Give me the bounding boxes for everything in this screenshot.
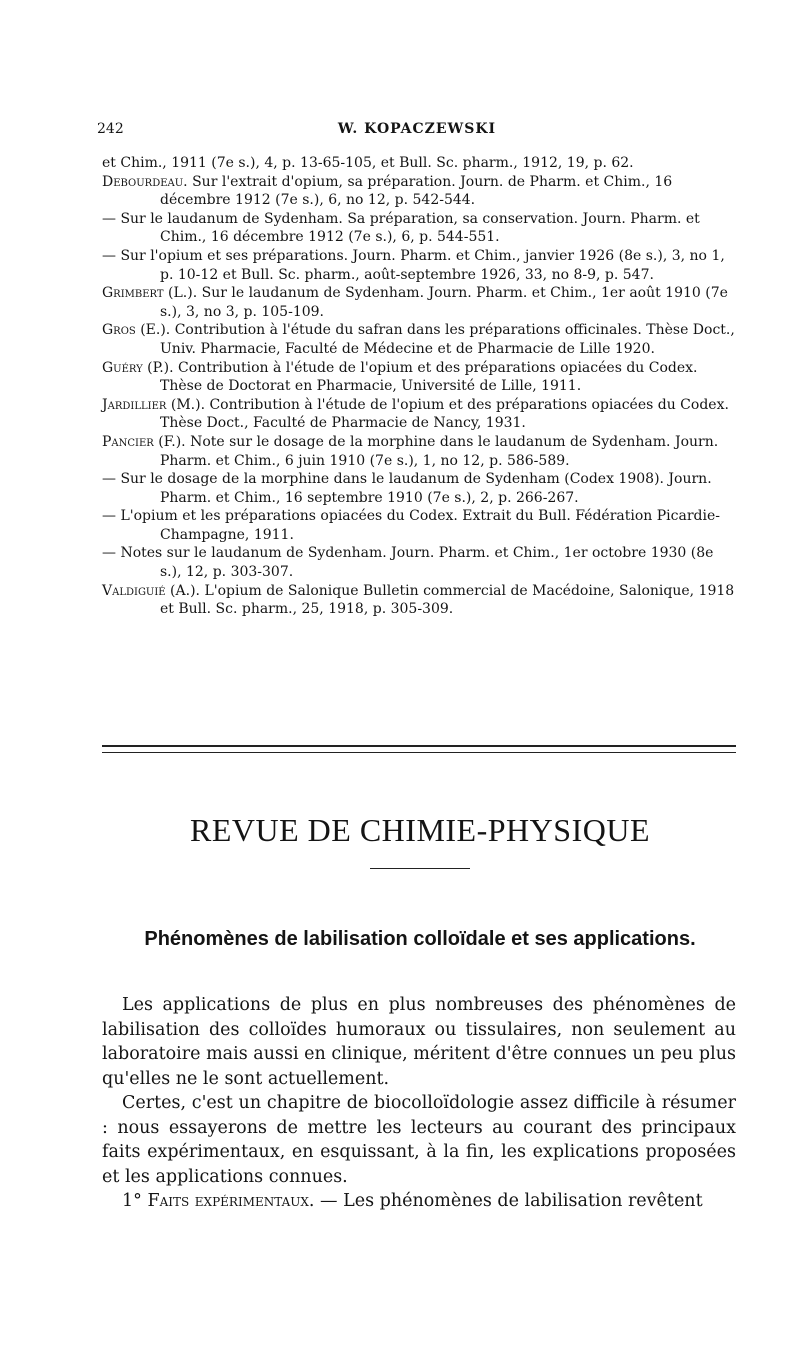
- page-header: [97, 121, 737, 141]
- reference-item: — Sur le dosage de la morphine dans le laudanum de Sydenham (Codex 1908). Journ. Pharm. et Chim., 16 septembre 1910 (7e s.), 2, p. 266-267.: [102, 471, 712, 506]
- reference-author: Pancier: [102, 433, 154, 450]
- reference-item: — Notes sur le laudanum de Sydenham. Journ. Pharm. et Chim., 1er octobre 1930 (8e s.), 12, p. 303-307.: [102, 545, 714, 581]
- running-head: W. KOPACZEWSKI: [337, 121, 497, 137]
- article-body: [102, 993, 736, 1214]
- reference-item: — Sur le laudanum de Sydenham. Sa préparation, sa conservation. Journ. Pharm. et Chim., 16 décembre 1912 (7e s.), 6, p. 544-551.: [102, 210, 700, 246]
- article-subtitle: Phénomènes de labilisation colloïdale et ses applications.: [144, 928, 696, 950]
- reference-author: Jardillier: [102, 396, 167, 413]
- section-divider: [102, 752, 736, 753]
- reference-item: Debourdeau. Sur l'extrait d'opium, sa préparation. Journ. de Pharm. et Chim., 16 décembre 1912 (7e s.), 6, no 12, p. 542-544.: [102, 173, 673, 209]
- reference-author: Valdiguié: [102, 582, 166, 599]
- reference-author: Guéry: [102, 359, 143, 376]
- section-divider: [102, 745, 736, 747]
- reference-item: Gros (E.). Contribution à l'étude du safran dans les préparations officinales. Thèse Doct., Univ. Pharmacie, Faculté de Médecine et de Pharmacie de Lille 1920.: [102, 322, 735, 357]
- reference-item: — Sur l'opium et ses préparations. Journ. Pharm. et Chim., janvier 1926 (8e s.), 3, no 1, p. 10-12 et Bull. Sc. pharm., août-septembre 1926, 33, no 8-9, p. 547.: [102, 247, 725, 283]
- reference-author: Grimbert: [102, 285, 164, 302]
- reference-item: Valdiguié (A.). L'opium de Salonique Bulletin commercial de Macédoine, Salonique, 1918 et Bull. Sc. pharm., 25, 1918, p. 305-309.: [102, 582, 735, 618]
- reference-list: [102, 154, 736, 619]
- paragraph: Les applications de plus en plus nombreuses des phénomènes de labilisation des colloïdes humoraux ou tissulaires, non seulement au laboratoire mais aussi en clinique, méritent d'être connues un peu plus qu'elles ne le sont actuellement.: [102, 995, 736, 1089]
- reference-author: Gros: [102, 322, 136, 339]
- section-title: REVUE DE CHIMIE-PHYSIQUE: [190, 812, 650, 848]
- reference-item: Guéry (P.). Contribution à l'étude de l'opium et des préparations opiacées du Codex. Thèse de Doctorat en Pharmacie, Université de Lille, 1911.: [102, 359, 698, 395]
- reference-item: et Chim., 1911 (7e s.), 4, p. 13-65-105, et Bull. Sc. pharm., 1912, 19, p. 62.: [102, 155, 634, 171]
- paragraph-heading: 1° Faits expérimentaux.: [122, 1191, 315, 1211]
- paragraph: 1° Faits expérimentaux. — Les phénomènes de labilisation revêtent: [122, 1191, 703, 1211]
- reference-item: Grimbert (L.). Sur le laudanum de Sydenham. Journ. Pharm. et Chim., 1er août 1910 (7e s.), 3, no 3, p. 105-109.: [102, 285, 728, 320]
- reference-author: Debourdeau.: [102, 173, 188, 190]
- paragraph: Certes, c'est un chapitre de biocolloïdologie assez difficile à résumer : nous essayerons de mettre les lecteurs au courant des principaux faits expérimentaux, en esquissant, à la fin, les explications proposées et les applications connues.: [102, 1093, 736, 1187]
- page-number: 242: [97, 121, 124, 137]
- reference-item: Pancier (F.). Note sur le dosage de la morphine dans le laudanum de Sydenham. Journ. Pharm. et Chim., 6 juin 1910 (7e s.), 1, no 12, p. 586-589.: [102, 433, 719, 469]
- reference-item: Jardillier (M.). Contribution à l'étude de l'opium et des préparations opiacées du Codex. Thèse Doct., Faculté de Pharmacie de Nancy, 1931.: [102, 396, 729, 432]
- reference-item: — L'opium et les préparations opiacées du Codex. Extrait du Bull. Fédération Picardie-Champagne, 1911.: [102, 508, 720, 543]
- title-underline: [370, 868, 470, 869]
